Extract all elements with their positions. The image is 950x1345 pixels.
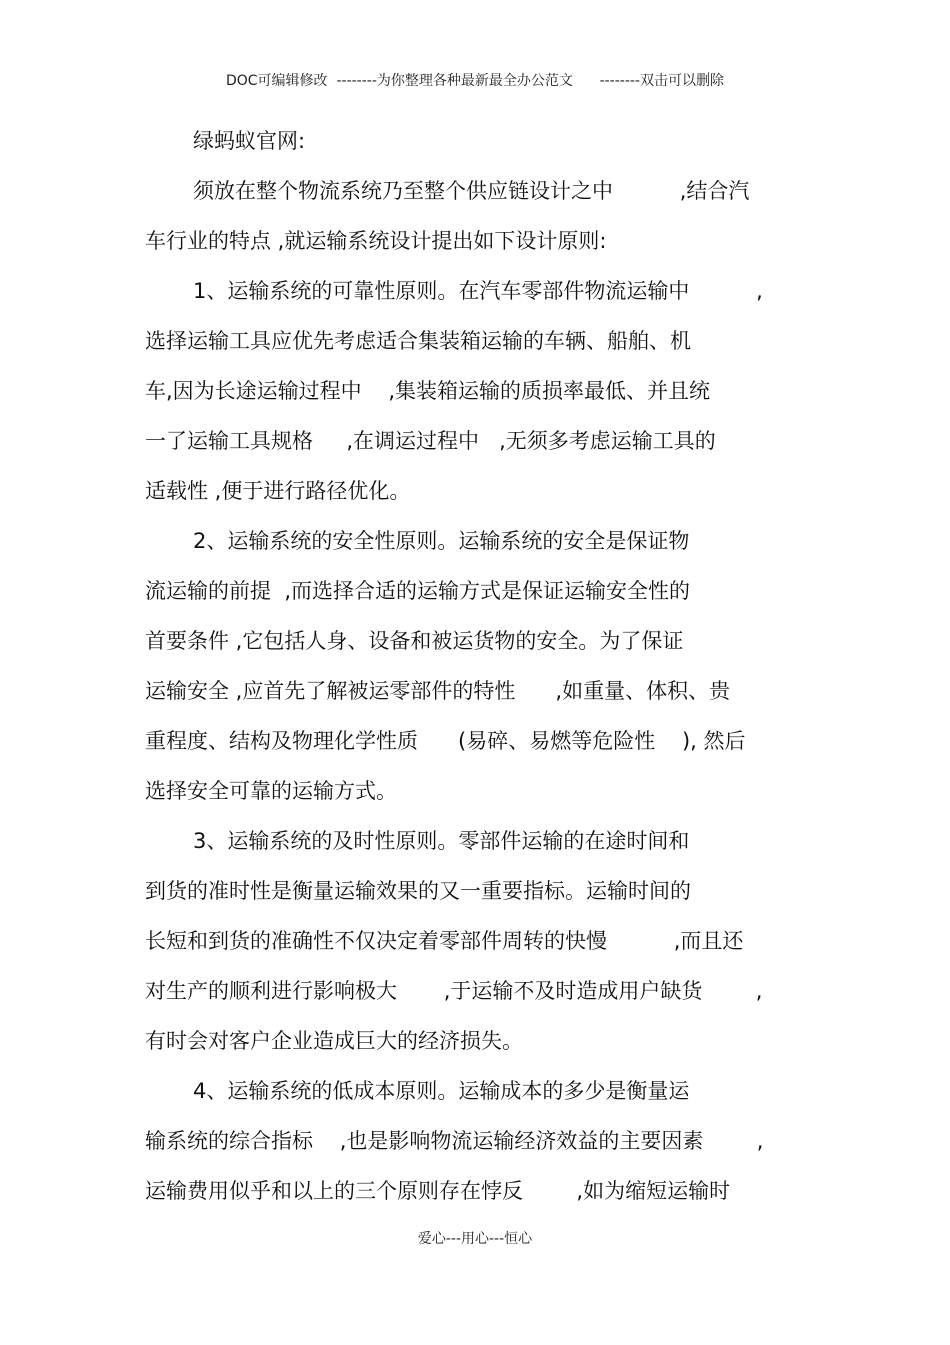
paragraph-line: 选择运输工具应优先考虑适合集装箱运输的车辆、船舶、机 bbox=[145, 329, 691, 353]
paragraph-line: 一了运输工具规格 ,在调运过程中 ,无须多考虑运输工具的 bbox=[145, 429, 716, 453]
paragraph-line: 重程度、结构及物理化学性质 (易碎、易燃等危险性 ), 然后 bbox=[145, 729, 746, 753]
paragraph-line: 适载性 ,便于进行路径优化。 bbox=[145, 479, 411, 503]
paragraph-line: 车行业的特点 ,就运输系统设计提出如下设计原则: bbox=[145, 229, 607, 253]
page-header: DOC可编辑修改 --------为你整理各种最新最全办公范文 --------双击可以删除 bbox=[225, 73, 724, 89]
paragraph-line: 首要条件 ,它包括人身、设备和被运货物的安全。为了保证 bbox=[145, 629, 684, 653]
paragraph-line: 对生产的顺利进行影响极大 ,于运输不及时造成用户缺货 , bbox=[145, 979, 763, 1003]
paragraph-line: 2、运输系统的安全性原则。运输系统的安全是保证物 bbox=[193, 529, 690, 553]
heading-line: 绿蚂蚁官网: bbox=[193, 129, 306, 153]
paragraph-line: 有时会对客户企业造成巨大的经济损失。 bbox=[145, 1029, 523, 1053]
page-footer: 爱心---用心---恒心 bbox=[417, 1231, 533, 1247]
paragraph-line: 运输费用似乎和以上的三个原则存在悖反 ,如为缩短运输时 bbox=[145, 1179, 731, 1203]
paragraph-line: 车,因为长途运输过程中 ,集装箱运输的质损率最低、并且统 bbox=[145, 379, 711, 403]
paragraph-line: 4、运输系统的低成本原则。运输成本的多少是衡量运 bbox=[193, 1079, 690, 1103]
paragraph-line: 须放在整个物流系统乃至整个供应链设计之中 ,结合汽 bbox=[193, 179, 750, 203]
paragraph-line: 选择安全可靠的运输方式。 bbox=[145, 779, 397, 803]
paragraph-line: 长短和到货的准确性不仅决定着零部件周转的快慢 ,而且还 bbox=[145, 929, 744, 953]
paragraph-line: 输系统的综合指标 ,也是影响物流运输经济效益的主要因素 , bbox=[145, 1129, 764, 1153]
paragraph-line: 运输安全 ,应首先了解被运零部件的特性 ,如重量、体积、贵 bbox=[145, 679, 731, 703]
paragraph-line: 流运输的前提 ,而选择合适的运输方式是保证运输安全性的 bbox=[145, 579, 691, 603]
paragraph-line: 到货的准时性是衡量运输效果的又一重要指标。运输时间的 bbox=[145, 879, 691, 903]
paragraph-line: 3、运输系统的及时性原则。零部件运输的在途时间和 bbox=[193, 829, 690, 853]
paragraph-line: 1、运输系统的可靠性原则。在汽车零部件物流运输中 , bbox=[193, 279, 763, 303]
